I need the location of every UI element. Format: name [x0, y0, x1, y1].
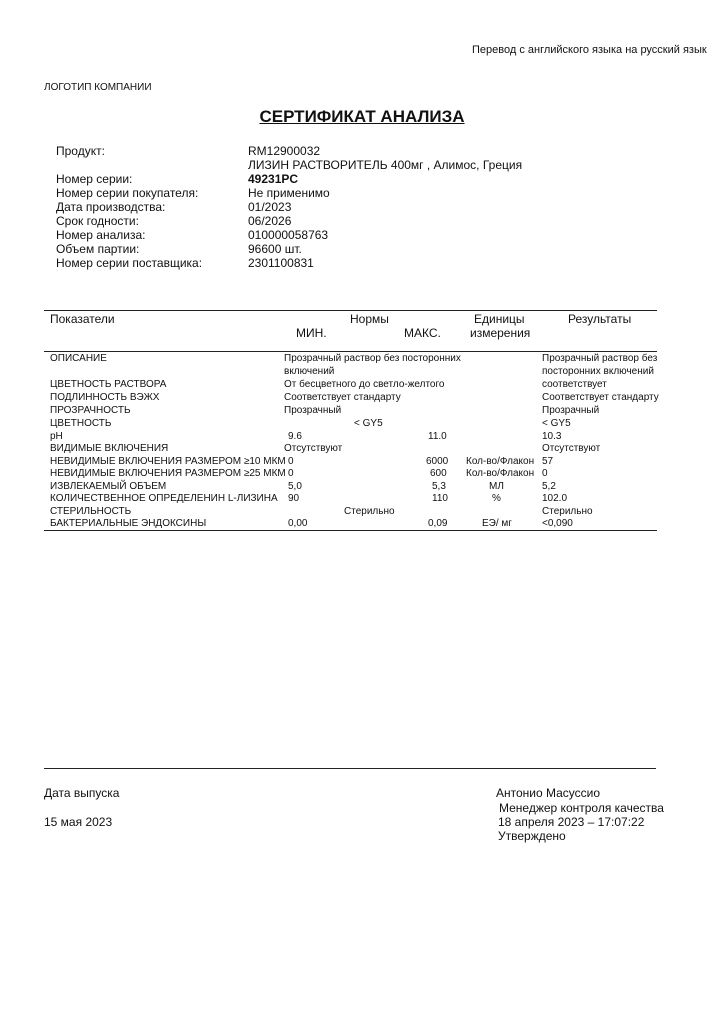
row-description-norm-2: включений [284, 366, 335, 377]
row-assay-param: КОЛИЧЕСТВЕННОЕ ОПРЕДЕЛЕНИН L-ЛИЗИНА [50, 493, 278, 504]
row-assay-max: 110 [432, 493, 448, 504]
header-norms: Нормы [350, 312, 389, 326]
batch-value: 49231PC [248, 172, 299, 186]
row-visible-norm: Отсутствуют [284, 443, 343, 454]
lot-size-label: Объем партии: [56, 242, 140, 256]
row-ph-max: 11.0 [428, 431, 447, 442]
analysis-number-label: Номер анализа: [56, 228, 146, 242]
buyer-batch-label: Номер серии покупателя: [56, 186, 199, 200]
expiry-label: Срок годности: [56, 214, 139, 228]
header-units-line2: измерения [470, 326, 531, 340]
row-solution-color-result: соответствует [542, 379, 607, 390]
supplier-batch-value: 2301100831 [248, 256, 314, 270]
row-endotoxins-result: <0,090 [542, 518, 573, 529]
signer-title: Менеджер контроля качества [499, 801, 664, 815]
row-assay-result: 102.0 [542, 493, 568, 504]
row-subvis25-min: 0 [288, 468, 294, 479]
row-subvis10-unit: Кол-во/Флакон [466, 456, 535, 467]
approved-status: Утверждено [498, 829, 566, 843]
row-visible-param: ВИДИМЫЕ ВКЛЮЧЕНИЯ [50, 443, 169, 454]
row-volume-param: ИЗВЛЕКАЕМЫЙ ОБЪЕМ [50, 481, 167, 492]
row-volume-unit: МЛ [489, 481, 504, 492]
row-volume-max: 5,3 [432, 481, 446, 492]
row-volume-result: 5,2 [542, 481, 556, 492]
row-subvis10-result: 57 [542, 456, 554, 467]
row-color-param: ЦВЕТНОСТЬ [50, 418, 112, 429]
header-min: МИН. [296, 326, 327, 340]
row-solution-color-norm: От бесцветного до светло-желтого [284, 379, 445, 390]
buyer-batch-value: Не применимо [248, 186, 330, 200]
row-endotoxins-max: 0,09 [428, 518, 448, 529]
table-bottom-rule [44, 530, 657, 531]
manufacture-date-value: 01/2023 [248, 200, 292, 214]
product-name: ЛИЗИН РАСТВОРИТЕЛЬ 400мг , Алимос, Греция [248, 158, 523, 172]
header-results: Результаты [568, 312, 632, 326]
analysis-number-value: 010000058763 [248, 228, 329, 242]
row-ph-param: pH [50, 431, 63, 442]
row-description-norm-1: Прозрачный раствор без посторонних [284, 353, 461, 364]
product-label: Продукт: [56, 144, 105, 158]
signer-name: Антонио Масуссио [496, 786, 601, 800]
row-description-param: ОПИСАНИЕ [50, 353, 107, 364]
row-sterility-norm: Стерильно [344, 506, 395, 517]
row-volume-min: 5,0 [288, 481, 302, 492]
row-subvis25-param: НЕВИДИМЫЕ ВКЛЮЧЕНИЯ РАЗМЕРОМ ≥25 МКМ [50, 468, 286, 479]
row-assay-unit: % [492, 493, 501, 504]
row-clarity-result: Прозрачный [542, 405, 600, 416]
row-hplc-param: ПОДЛИННОСТЬ ВЭЖХ [50, 392, 160, 403]
row-hplc-result: Соответствует стандарту [542, 392, 659, 403]
manufacture-date-label: Дата производства: [56, 200, 166, 214]
row-hplc-norm: Соответствует стандарту [284, 392, 401, 403]
row-endotoxins-unit: ЕЭ/ мг [482, 518, 512, 529]
row-ph-min: 9.6 [288, 431, 302, 442]
signature-line [44, 768, 656, 769]
table-top-rule [44, 310, 657, 311]
expiry-value: 06/2026 [248, 214, 292, 228]
row-clarity-param: ПРОЗРАЧНОСТЬ [50, 405, 131, 416]
row-sterility-result: Стерильно [542, 506, 593, 517]
row-description-result-1: Прозрачный раствор без [542, 353, 658, 364]
row-solution-color-param: ЦВЕТНОСТЬ РАСТВОРА [50, 379, 167, 390]
issue-date-value: 15 мая 2023 [44, 815, 113, 829]
row-color-result: < GY5 [542, 418, 571, 429]
row-endotoxins-param: БАКТЕРИАЛЬНЫЕ ЭНДОКСИНЫ [50, 518, 207, 529]
lot-size-value: 96600 шт. [248, 242, 302, 256]
row-subvis25-unit: Кол-во/Флакон [466, 468, 535, 479]
row-clarity-norm: Прозрачный [284, 405, 342, 416]
company-logo-placeholder: ЛОГОТИП КОМПАНИИ [44, 82, 152, 93]
row-sterility-param: СТЕРИЛЬНОСТЬ [50, 506, 132, 517]
issue-date-label: Дата выпуска [44, 786, 120, 800]
row-ph-result: 10.3 [542, 431, 562, 442]
header-parameters: Показатели [50, 312, 115, 326]
row-subvis10-param: НЕВИДИМЫЕ ВКЛЮЧЕНИЯ РАЗМЕРОМ ≥10 МКМ [50, 456, 286, 467]
document-title: СЕРТИФИКАТ АНАЛИЗА [259, 107, 465, 126]
row-endotoxins-min: 0,00 [288, 518, 308, 529]
signed-datetime: 18 апреля 2023 – 17:07:22 [498, 815, 645, 829]
row-description-result-2: посторонних включений [542, 366, 654, 377]
table-header-rule [44, 351, 657, 352]
product-code: RM12900032 [248, 144, 321, 158]
row-subvis25-max: 600 [430, 468, 447, 479]
batch-label: Номер серии: [56, 172, 133, 186]
header-units-line1: Единицы [474, 312, 525, 326]
row-visible-result: Отсутствуют [542, 443, 601, 454]
row-color-norm: < GY5 [354, 418, 383, 429]
row-subvis25-result: 0 [542, 468, 548, 479]
row-subvis10-max: 6000 [426, 456, 449, 467]
header-max: МАКС. [404, 326, 441, 340]
translation-note: Перевод с английского языка на русский язык [472, 44, 707, 56]
supplier-batch-label: Номер серии поставщика: [56, 256, 203, 270]
row-assay-min: 90 [288, 493, 300, 504]
row-subvis10-min: 0 [288, 456, 294, 467]
